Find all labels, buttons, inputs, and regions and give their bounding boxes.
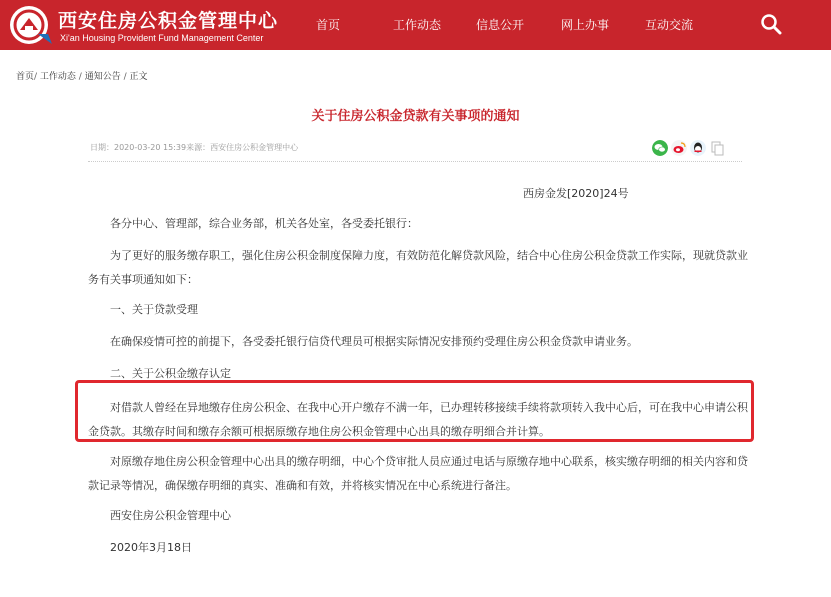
article-meta: 日期：2020-03-20 15:39来源：西安住房公积金管理中心 — [90, 143, 299, 152]
issue-date: 2020年3月18日 — [110, 541, 192, 554]
copy-icon[interactable] — [709, 140, 725, 156]
section2-heading: 二、关于公积金缴存认定 — [110, 367, 231, 380]
nav-work-news[interactable]: 工作动态 — [393, 18, 442, 32]
site-header — [0, 0, 831, 50]
search-icon[interactable] — [760, 13, 782, 35]
section1-heading: 一、关于贷款受理 — [110, 303, 198, 316]
breadcrumb-separator: / — [34, 72, 40, 82]
section2-body-verification: 对原缴存地住房公积金管理中心出具的缴存明细，中心个贷审批人员应通过电话与原缴存地中心联系，核实缴存明细的相关内容和贷款记录等情况，确保缴存明细的真实、准确和有效，并将核实情况在中心系统进行备注。 — [88, 455, 748, 492]
highlight-annotation-box — [75, 380, 754, 442]
section2-body: 对借款人曾经在异地缴存住房公积金、在我中心开户缴存不满一年，已办理转移接续手续将款项转入我中心后，可在我中心申请公积金贷款。其缴存时间和缴存余额可根据原缴存地住房公积金管理中心出具的缴存明细合并计算。 — [88, 401, 748, 438]
nav-home[interactable]: 首页 — [316, 18, 341, 32]
breadcrumb-notices[interactable]: 通知公告 — [84, 72, 121, 82]
qq-icon[interactable] — [690, 140, 706, 156]
nav-interaction[interactable]: 互动交流 — [645, 18, 694, 32]
breadcrumb-home[interactable]: 首页 — [16, 72, 35, 82]
document-number: 西房金发[2020]24号 — [523, 187, 629, 200]
meta-divider — [88, 161, 742, 162]
wechat-icon[interactable] — [652, 140, 668, 156]
breadcrumb-work-news[interactable]: 工作动态 — [39, 72, 76, 82]
intro-paragraph: 为了更好的服务缴存职工，强化住房公积金制度保障力度，有效防范化解贷款风险，结合中心住房公积金贷款工作实际，现就贷款业务有关事项通知如下： — [88, 249, 748, 286]
weibo-icon[interactable] — [671, 140, 687, 156]
site-logo-icon[interactable] — [8, 4, 54, 46]
brand-name-cn: 西安住房公积金管理中心 — [58, 10, 279, 32]
breadcrumb-current: 正文 — [129, 72, 148, 82]
signature: 西安住房公积金管理中心 — [110, 509, 231, 522]
salutation: 各分中心、管理部，综合业务部，机关各处室，各受委托银行： — [110, 217, 418, 230]
article-title: 关于住房公积金贷款有关事项的通知 — [311, 109, 520, 124]
breadcrumb-separator: / — [120, 72, 130, 82]
nav-online-service[interactable]: 网上办事 — [561, 18, 610, 32]
section1-body: 在确保疫情可控的前提下，各受委托银行信贷代理员可根据实际情况安排预约受理住房公积金贷款申请业务。 — [110, 335, 638, 348]
brand-name-en: Xi'an Housing Provident Fund Management Center — [60, 33, 264, 43]
breadcrumb — [16, 69, 148, 82]
nav-info-disclosure[interactable]: 信息公开 — [476, 18, 525, 32]
breadcrumb-separator: / — [75, 72, 85, 82]
